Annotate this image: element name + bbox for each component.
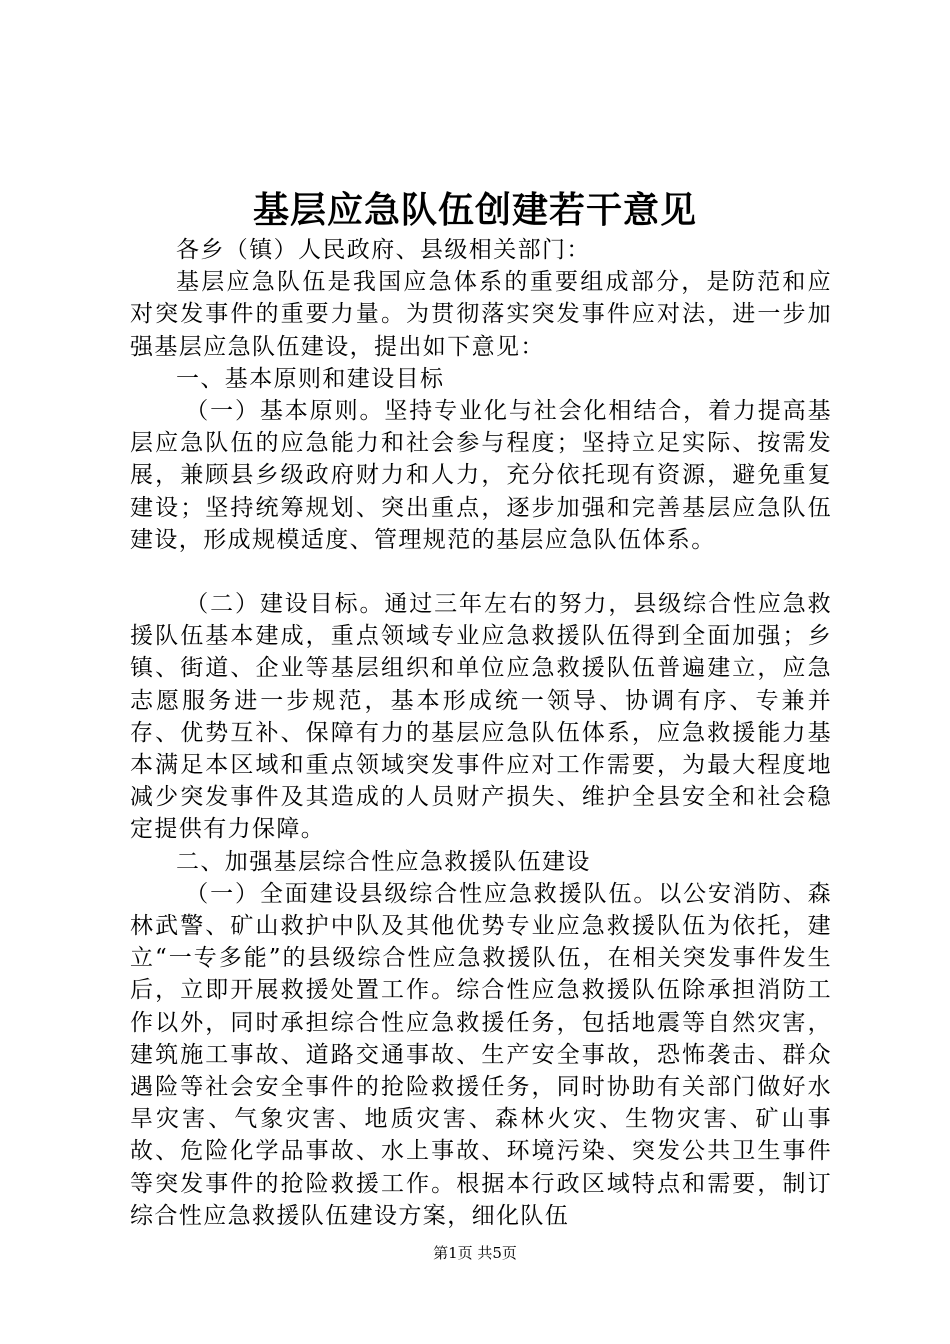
principles-paragraph: （一）基本原则。坚持专业化与社会化相结合，着力提高基层应急队伍的应急能力和社会参与程度；坚持立足实际、按需发展，兼顾县乡级政府财力和人力，充分依托现有资源，避免重复建设；坚持统筹规划、突出重点，逐步加强和完善基层应急队伍建设，形成规模适度、管理规范的基层应急队伍体系。 [130, 398, 832, 553]
county-team-paragraph: （一）全面建设县级综合性应急救援队伍。以公安消防、森林武警、矿山救护中队及其他优势专业应急救援队伍为依托，建立“一专多能”的县级综合性应急救援队伍，在相关突发事件发生后，立即开展救援处置工作。综合性应急救援队伍除承担消防工作以外，同时承担综合性应急救援任务，包括地震等自然灾害，建筑施工事故、道路交通事故、生产安全事故，恐怖袭击、群众遇险等社会安全事件的抢险救援任务，同时协助有关部门做好水旱灾害、气象灾害、地质灾害、森林火灾、生物灾害、矿山事故、危险化学品事故、水上事故、环境污染、突发公共卫生事件等突发事件的抢险救援工作。根据本行政区域特点和需要，制订综合性应急救援队伍建设方案，细化队伍 [130, 880, 832, 1229]
goals-paragraph: （二）建设目标。通过三年左右的努力，县级综合性应急救援队伍基本建成，重点领域专业应急救援队伍得到全面加强；乡镇、街道、企业等基层组织和单位应急救援队伍普遍建立，应急志愿服务进一步规范，基本形成统一领导、协调有序、专兼并存、优势互补、保障有力的基层应急队伍体系，应急救援能力基本满足本区域和重点领域突发事件应对工作需要，为最大程度地减少突发事件及其造成的人员财产损失、维护全县安全和社会稳定提供有力保障。 [130, 591, 832, 843]
document-title: 基层应急队伍创建若干意见 [252, 189, 697, 231]
section-heading-2: 二、加强基层综合性应急救援队伍建设 [176, 848, 591, 875]
page-number: 第1页 共5页 [433, 1244, 517, 1262]
document-body [130, 234, 832, 1232]
intro-paragraph: 基层应急队伍是我国应急体系的重要组成部分，是防范和应对突发事件的重要力量。为贯彻落实突发事件应对法，进一步加强基层应急队伍建设，提出如下意见： [130, 269, 832, 360]
section-heading-1: 一、基本原则和建设目标 [176, 365, 445, 392]
salutation: 各乡（镇）人民政府、县级相关部门： [176, 237, 591, 263]
